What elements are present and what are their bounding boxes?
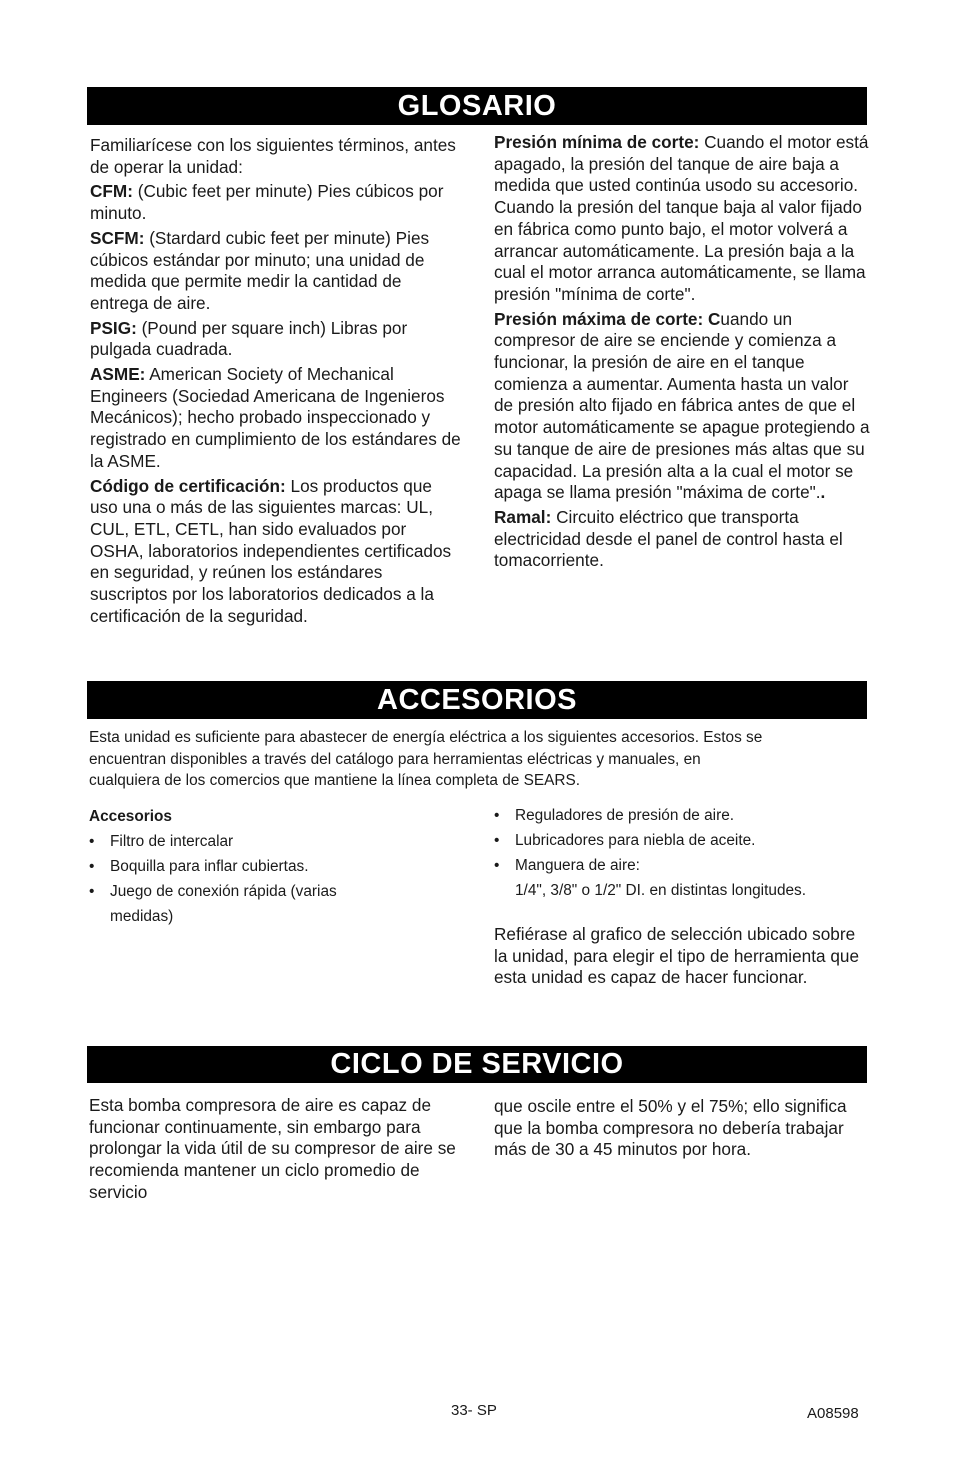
glossary-definition: uando un compresor de aire se enciende y comienza a funcionar, la presión de aire en el tanque comienza a aumentar. Aumenta hasta un valor de presión alto fijado en fábrica antes de que el motor automáticamente se apague protegiendo a su tanque de aire de presiones más altas que su capacidad. La presión alta a la cual el motor se apaga se llama presión "máxima de corte".	[494, 308, 870, 503]
bullet-icon: •	[494, 807, 500, 824]
glossary-entry	[90, 181, 462, 224]
glosario-left-column	[90, 135, 462, 630]
glossary-entry	[90, 318, 462, 361]
list-item-text: Manguera de aire:	[515, 857, 640, 874]
accesorios-list-heading: Accesorios	[89, 808, 172, 825]
ciclo-heading: CICLO DE SERVICIO	[87, 1046, 867, 1083]
glossary-entry	[90, 228, 462, 315]
glossary-term: Código de certificación:	[90, 475, 286, 496]
glossary-definition: (Pound per square inch) Libras por pulgada cuadrada.	[90, 317, 408, 360]
glossary-definition: Circuito eléctrico que transporta electricidad desde el panel de control hasta el tomacorriente.	[494, 506, 843, 571]
list-item-text: Boquilla para inflar cubiertas.	[110, 858, 309, 875]
list-item-continuation	[494, 878, 874, 903]
glossary-term: SCFM:	[90, 227, 145, 248]
bullet-icon: •	[494, 832, 500, 849]
accesorios-left-list	[89, 804, 469, 929]
glosario-heading: GLOSARIO	[87, 87, 867, 125]
list-item-text: Reguladores de presión de aire.	[515, 807, 735, 824]
accesorios-right-list	[494, 803, 874, 903]
page-number: 33- SP	[451, 1402, 497, 1419]
list-item	[89, 829, 469, 854]
list-item-text: Juego de conexión rápida (varias	[110, 883, 337, 900]
accesorios-refer-text: Refiérase al grafico de selección ubicado sobre la unidad, para elegir el tipo de herramienta que esta unidad es capaz de hacer funcionar.	[494, 924, 859, 988]
list-item-continuation	[89, 904, 469, 929]
glossary-term: CFM:	[90, 181, 133, 202]
glossary-definition: Cuando el motor está apagado, la presión del tanque de aire baja a medida que usted continúa usodo su accesorio. Cuando la presión del tanque baja al valor fijado en fábrica como punto bajo, el motor volverá a arrancar automáticamente. La presión baja a la cual el motor arranca automáticamente, se llama presión "mínima de corte".	[494, 132, 869, 304]
glossary-definition: Los productos que uso una o más de las siguientes marcas: UL, CUL, ETL, CETL, han sido evaluados por OSHA, laboratorios independientes certificados en seguridad, y reúnen los estándares suscriptos por los laboratorios dedicados a la certificación de la seguridad.	[90, 475, 452, 626]
list-item	[494, 853, 874, 878]
glosario-intro: Familiarícese con los siguientes términos, antes de operar la unidad:	[90, 135, 456, 177]
glossary-term: ASME:	[90, 364, 146, 385]
bullet-icon: •	[89, 833, 95, 850]
list-item-text: medidas)	[110, 908, 174, 925]
accesorios-intro	[89, 727, 879, 792]
glossary-term: Presión mínima de corte:	[494, 132, 700, 152]
list-item	[494, 828, 874, 853]
glossary-definition: American Society of Mechanical Engineers (Sociedad Americana de Ingenieros Mecánicos); hecho probado inspeccionado y registrado en cumplimiento de los estándares de la ASME.	[90, 364, 461, 471]
accesorios-heading: ACCESORIOS	[87, 681, 867, 719]
glossary-term: PSIG:	[90, 317, 137, 338]
document-code: A08598	[807, 1405, 859, 1422]
glosario-right-column	[494, 132, 870, 575]
glossary-period: .	[820, 482, 826, 503]
bullet-icon: •	[89, 858, 95, 875]
glossary-definition: (Cubic feet per minute) Pies cúbicos por minuto.	[90, 181, 444, 224]
glossary-entry	[494, 132, 870, 306]
glossary-definition: (Stardard cubic feet per minute) Pies cúbicos estándar por minuto; una unidad de medida que permite medir la cantidad de entrega de aire.	[90, 227, 430, 313]
list-item	[89, 854, 469, 879]
accesorios-intro-line: encuentran disponibles a través del catálogo para herramientas eléctricas y manuales, en	[89, 750, 701, 768]
list-item-text: Filtro de intercalar	[110, 833, 234, 850]
glossary-entry	[494, 507, 870, 572]
glossary-entry	[90, 476, 462, 628]
list-item	[89, 879, 469, 904]
list-item-text: 1/4", 3/8" o 1/2" DI. en distintas longitudes.	[515, 882, 807, 899]
bullet-icon: •	[89, 883, 95, 900]
glossary-entry	[494, 309, 870, 504]
list-item-text: Lubricadores para niebla de aceite.	[515, 832, 756, 849]
list-item	[494, 803, 874, 828]
glossary-entry	[90, 364, 462, 473]
ciclo-right-text: que oscile entre el 50% y el 75%; ello significa que la bomba compresora no debería trabajar más de 30 a 45 minutos por hora.	[494, 1096, 847, 1160]
glossary-term: Presión máxima de corte: C	[494, 308, 721, 329]
accesorios-intro-line: cualquiera de los comercios que mantiene la línea completa de SEARS.	[89, 772, 581, 789]
ciclo-left-text: Esta bomba compresora de aire es capaz de funcionar continuamente, sin embargo para prolongar la vida útil de su compresor de aire se recomienda mantener un ciclo promedio de servicio	[89, 1095, 456, 1202]
accesorios-intro-line: Esta unidad es suficiente para abastecer de energía eléctrica a los siguientes accesorios. Estos se	[89, 729, 763, 746]
bullet-icon: •	[494, 857, 500, 874]
glossary-term: Ramal:	[494, 506, 552, 527]
